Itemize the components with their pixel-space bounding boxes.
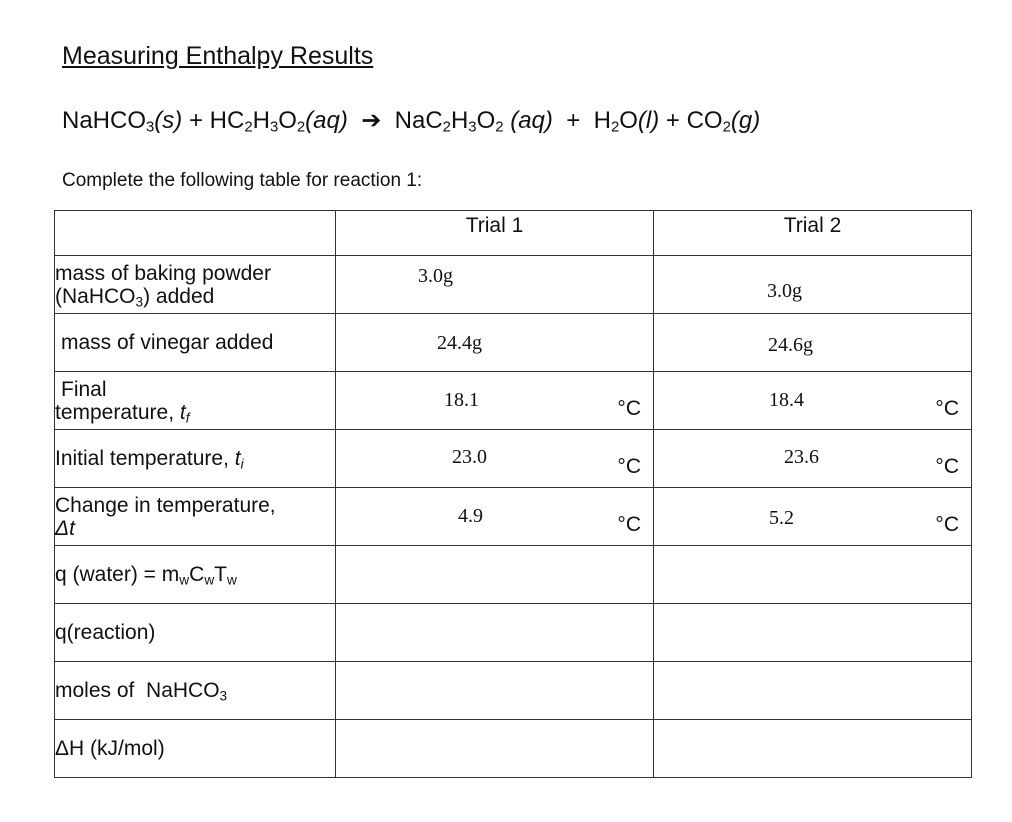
table-row [55, 662, 972, 720]
cell-mass-powder-trial-1[interactable]: 3.0g [336, 256, 654, 314]
unit-celsius: °C [935, 397, 959, 420]
table-row [55, 256, 972, 314]
header-blank-cell [55, 211, 336, 256]
header-row [55, 211, 972, 256]
row-label-mass-powder: mass of baking powder (NaHCO$_3$) added [55, 256, 336, 314]
table-row [55, 430, 972, 488]
reaction-arrow-icon: ➔ [361, 107, 382, 134]
row-label-final-temp: Final temperature, $t_f$ [55, 372, 336, 430]
unit-celsius: °C [617, 455, 641, 478]
cell-moles-trial-2[interactable] [654, 662, 972, 720]
table-row [55, 604, 972, 662]
cell-q-water-trial-1[interactable] [336, 546, 654, 604]
cell-change-temp-trial-1[interactable]: 4.9 °C [336, 488, 654, 546]
row-label-q-reaction: q(reaction) [55, 604, 336, 662]
unit-celsius: °C [617, 513, 641, 536]
cell-delta-h-trial-1[interactable] [336, 720, 654, 778]
table-row [55, 314, 972, 372]
instruction-text: Complete the following table for reaction 1: [62, 170, 423, 191]
table-row [55, 546, 972, 604]
row-label-mass-vinegar: mass of vinegar added [55, 314, 336, 372]
row-label-change-temp: Change in temperature, Δt [55, 488, 336, 546]
row-label-moles: moles of NaHCO$_3$ [55, 662, 336, 720]
cell-q-reaction-trial-1[interactable] [336, 604, 654, 662]
unit-celsius: °C [935, 513, 959, 536]
cell-initial-temp-trial-2[interactable]: 23.6 °C [654, 430, 972, 488]
cell-final-temp-trial-2[interactable]: 18.4 °C [654, 372, 972, 430]
results-table [54, 210, 972, 778]
cell-initial-temp-trial-1[interactable]: 23.0 °C [336, 430, 654, 488]
unit-celsius: °C [617, 397, 641, 420]
cell-mass-powder-trial-2[interactable]: 3.0g [654, 256, 972, 314]
row-label-delta-h: ΔH (kJ/mol) [55, 720, 336, 778]
page-title: Measuring Enthalpy Results [62, 42, 374, 70]
reaction-equation: NaHCO$_3$(s) + $HC_2H_3O_2(aq)$ ➔ $NaC_2H_3O_2$ $(aq) + H_2O(l) + CO_2(g)$ [62, 107, 761, 136]
table-row [55, 720, 972, 778]
unit-celsius: °C [935, 455, 959, 478]
cell-delta-h-trial-2[interactable] [654, 720, 972, 778]
header-trial-1: Trial 1 [336, 211, 654, 256]
table-row [55, 488, 972, 546]
cell-final-temp-trial-1[interactable]: 18.1 °C [336, 372, 654, 430]
cell-q-reaction-trial-2[interactable] [654, 604, 972, 662]
cell-q-water-trial-2[interactable] [654, 546, 972, 604]
cell-change-temp-trial-2[interactable]: 5.2 °C [654, 488, 972, 546]
cell-mass-vinegar-trial-1[interactable]: 24.4g [336, 314, 654, 372]
header-trial-2: Trial 2 [654, 211, 972, 256]
cell-moles-trial-1[interactable] [336, 662, 654, 720]
row-label-initial-temp: Initial temperature, $t_i$ [55, 430, 336, 488]
cell-mass-vinegar-trial-2[interactable]: 24.6g [654, 314, 972, 372]
table-row [55, 372, 972, 430]
row-label-q-water: q (water) = $m_wC_wT_w$ [55, 546, 336, 604]
